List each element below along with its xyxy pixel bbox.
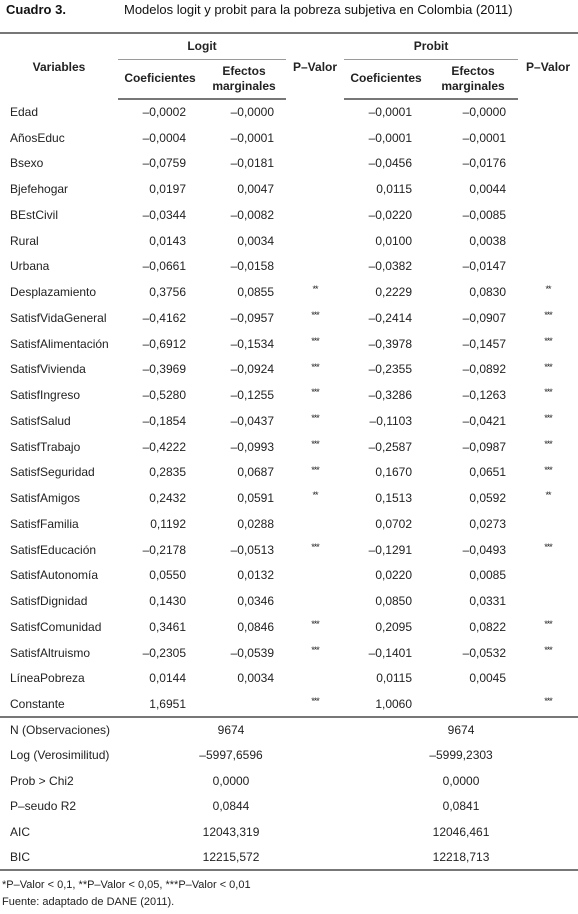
table-row bbox=[0, 460, 578, 486]
probit-coef: –0,0456 bbox=[368, 156, 413, 171]
probit-coef: 0,0115 bbox=[376, 671, 413, 686]
stat-label: N (Observaciones) bbox=[0, 717, 118, 743]
table-row bbox=[0, 305, 578, 331]
stat-logit-value: 12043,319 bbox=[202, 824, 260, 839]
logit-efecto: 0,0034 bbox=[237, 671, 275, 686]
logit-significance: *** bbox=[311, 413, 319, 423]
variable-name: SatisfTrabajo bbox=[10, 439, 81, 454]
stat-row bbox=[0, 717, 578, 743]
probit-efecto: –0,0892 bbox=[462, 362, 507, 377]
table-row bbox=[0, 99, 578, 125]
stat-row bbox=[0, 768, 578, 794]
probit-significance: *** bbox=[544, 335, 552, 346]
table-header bbox=[0, 33, 578, 99]
logit-significance bbox=[286, 563, 344, 589]
probit-efecto: –0,1457 bbox=[462, 336, 507, 351]
table-row bbox=[0, 331, 578, 357]
table-row bbox=[0, 151, 578, 177]
table-row bbox=[0, 485, 578, 511]
variable-name: Urbana bbox=[10, 259, 50, 274]
variable-name: Bsexo bbox=[10, 156, 44, 171]
variable-name: SatisfIngreso bbox=[10, 388, 81, 403]
logit-coef: –0,3969 bbox=[142, 362, 186, 377]
variable-name: SatisfAltruismo bbox=[10, 645, 91, 660]
stat-label: AIC bbox=[10, 824, 31, 839]
variable-name: SatisfVivienda bbox=[10, 362, 86, 377]
logit-coef: –0,2178 bbox=[142, 542, 186, 557]
logit-significance bbox=[286, 254, 344, 280]
probit-significance bbox=[518, 176, 578, 202]
probit-coef: –0,0001 bbox=[368, 105, 413, 120]
logit-efecto: –0,0513 bbox=[230, 542, 275, 557]
stat-logit-value: 0,0000 bbox=[212, 773, 250, 788]
header-probit-coef: Coeficientes bbox=[344, 59, 428, 99]
probit-coef: 1,0060 bbox=[375, 696, 413, 711]
probit-significance bbox=[518, 228, 578, 254]
probit-efecto: 0,0085 bbox=[469, 568, 507, 583]
probit-efecto: 0,0830 bbox=[469, 285, 507, 300]
table-row bbox=[0, 537, 578, 563]
probit-coef: –0,0382 bbox=[368, 259, 413, 274]
table-row bbox=[0, 563, 578, 589]
stat-logit-value: 0,0844 bbox=[212, 799, 250, 814]
source-note: Fuente: adaptado de DANE (2011). bbox=[2, 896, 175, 908]
logit-significance: *** bbox=[311, 464, 319, 475]
logit-coef: 0,3756 bbox=[149, 285, 186, 300]
logit-efecto: 0,0047 bbox=[237, 182, 275, 197]
logit-efecto: –0,0082 bbox=[230, 207, 275, 222]
header-logit-coef: Coeficientes bbox=[118, 59, 202, 99]
probit-significance bbox=[518, 666, 578, 692]
logit-significance: *** bbox=[311, 644, 319, 655]
stat-probit-value: –5999,2303 bbox=[429, 748, 493, 763]
logit-coef: 0,0197 bbox=[149, 182, 186, 197]
logit-coef: –0,5280 bbox=[142, 388, 186, 403]
variable-name: Edad bbox=[10, 104, 39, 119]
logit-efecto: 0,0855 bbox=[237, 285, 275, 300]
coefficients-body bbox=[0, 99, 578, 717]
probit-coef: –0,3286 bbox=[368, 388, 413, 403]
stat-probit-value: 0,0841 bbox=[442, 799, 480, 814]
table-row bbox=[0, 640, 578, 666]
stat-label: BIC bbox=[0, 845, 118, 871]
stat-row bbox=[0, 743, 578, 769]
stat-logit-value: –5997,6596 bbox=[199, 748, 263, 763]
table-row bbox=[0, 691, 578, 717]
table-caption bbox=[0, 0, 578, 26]
logit-coef: –0,6912 bbox=[142, 336, 186, 351]
logit-efecto: –0,0181 bbox=[230, 156, 275, 171]
probit-significance bbox=[518, 151, 578, 177]
logit-coef: 0,0550 bbox=[149, 568, 186, 583]
variable-name: SatisfSalud bbox=[10, 413, 71, 428]
table-notes bbox=[2, 877, 251, 911]
probit-significance bbox=[518, 125, 578, 151]
stat-probit-value: 0,0000 bbox=[442, 773, 480, 788]
table-row bbox=[0, 408, 578, 434]
probit-significance: *** bbox=[544, 387, 552, 398]
table-row bbox=[0, 357, 578, 383]
logit-efecto: –0,0993 bbox=[230, 439, 275, 454]
table-row bbox=[0, 588, 578, 614]
probit-coef: –0,0001 bbox=[368, 130, 413, 145]
table-row bbox=[0, 202, 578, 228]
probit-significance bbox=[518, 511, 578, 537]
stat-row bbox=[0, 819, 578, 845]
logit-efecto: –0,0957 bbox=[230, 310, 275, 325]
logit-significance bbox=[286, 125, 344, 151]
probit-significance bbox=[518, 99, 578, 125]
probit-coef: 0,0850 bbox=[375, 594, 413, 609]
logit-efecto: 0,0846 bbox=[237, 619, 275, 634]
stat-label: P–seudo R2 bbox=[10, 799, 77, 814]
logit-coef: –0,2305 bbox=[142, 645, 186, 660]
logit-significance: *** bbox=[311, 696, 319, 707]
logit-coef: 0,0143 bbox=[149, 233, 186, 248]
logit-significance bbox=[286, 666, 344, 692]
probit-efecto: 0,0822 bbox=[469, 619, 507, 634]
table-row bbox=[0, 434, 578, 460]
probit-efecto: –0,0907 bbox=[462, 310, 507, 325]
header-probit-efectos: Efectos marginales bbox=[428, 59, 518, 99]
logit-significance bbox=[286, 588, 344, 614]
probit-efecto: 0,0273 bbox=[469, 516, 507, 531]
probit-coef: 0,2095 bbox=[375, 619, 413, 634]
probit-significance bbox=[518, 588, 578, 614]
stat-probit-value: 12046,461 bbox=[432, 824, 490, 839]
probit-coef: –0,2355 bbox=[368, 362, 413, 377]
logit-significance: ** bbox=[312, 490, 318, 501]
caption-label: Cuadro 3. bbox=[6, 2, 66, 17]
probit-efecto: 0,0044 bbox=[469, 182, 507, 197]
variable-name: Desplazamiento bbox=[10, 285, 97, 300]
probit-efecto: –0,0147 bbox=[462, 259, 507, 274]
stat-logit-value: 9674 bbox=[118, 717, 344, 743]
variable-name: AñosEduc bbox=[10, 130, 65, 145]
logit-significance: *** bbox=[311, 335, 319, 346]
logit-significance: *** bbox=[311, 310, 319, 320]
probit-efecto: –0,0001 bbox=[462, 130, 507, 145]
logit-significance bbox=[286, 99, 344, 125]
logit-coef: 1,6951 bbox=[149, 696, 186, 711]
logit-efecto: 0,0132 bbox=[237, 568, 275, 583]
logit-efecto: –0,1534 bbox=[230, 336, 275, 351]
variable-name: SatisfFamilia bbox=[10, 516, 79, 531]
probit-significance: *** bbox=[544, 696, 552, 707]
probit-efecto: –0,1263 bbox=[462, 388, 507, 403]
logit-coef: –0,0004 bbox=[142, 130, 186, 145]
logit-coef: 0,2835 bbox=[149, 465, 186, 480]
probit-coef: 0,2229 bbox=[375, 285, 413, 300]
probit-efecto: 0,0045 bbox=[469, 671, 507, 686]
probit-significance: *** bbox=[544, 644, 552, 655]
probit-efecto: –0,0421 bbox=[462, 413, 507, 428]
probit-efecto: –0,0532 bbox=[462, 645, 507, 660]
variable-name: SatisfEducación bbox=[10, 542, 97, 557]
probit-coef: 0,0702 bbox=[375, 516, 413, 531]
variable-name: SatisfAlimentación bbox=[10, 336, 109, 351]
probit-coef: –0,1401 bbox=[368, 645, 413, 660]
variable-name: BEstCivil bbox=[10, 207, 59, 222]
logit-coef: –0,0002 bbox=[142, 105, 186, 120]
variable-name: SatisfVidaGeneral bbox=[10, 310, 107, 325]
probit-significance: *** bbox=[544, 310, 552, 320]
header-logit-pvalor: P–Valor bbox=[286, 33, 344, 99]
probit-coef: –0,1291 bbox=[368, 542, 413, 557]
logit-significance bbox=[286, 202, 344, 228]
probit-efecto: 0,0331 bbox=[469, 594, 507, 609]
logit-efecto: 0,0687 bbox=[237, 465, 275, 480]
logit-significance: *** bbox=[311, 541, 319, 552]
variable-name: SatisfComunidad bbox=[10, 619, 102, 634]
logit-significance: *** bbox=[311, 361, 319, 372]
probit-coef: 0,0220 bbox=[375, 568, 413, 583]
logit-efecto: –0,0437 bbox=[230, 413, 275, 428]
probit-significance: *** bbox=[544, 619, 552, 629]
logit-coef: –0,0661 bbox=[142, 259, 186, 274]
logit-significance: *** bbox=[311, 619, 319, 629]
stat-label: Prob > Chi2 bbox=[10, 773, 74, 788]
logit-significance bbox=[286, 228, 344, 254]
variable-name: SatisfAmigos bbox=[10, 491, 81, 506]
caption-title: Modelos logit y probit para la pobreza subjetiva en Colombia (2011) bbox=[124, 2, 513, 17]
probit-coef: –0,0220 bbox=[368, 207, 413, 222]
probit-significance: ** bbox=[545, 284, 551, 295]
probit-coef: 0,1513 bbox=[375, 491, 413, 506]
logit-coef: –0,4162 bbox=[142, 310, 186, 325]
logit-coef: 0,1192 bbox=[150, 516, 186, 531]
probit-efecto: –0,0987 bbox=[462, 439, 507, 454]
regression-table bbox=[0, 32, 578, 871]
logit-coef: –0,4222 bbox=[142, 439, 186, 454]
probit-coef: 0,1670 bbox=[375, 465, 413, 480]
header-probit-pvalor: P–Valor bbox=[518, 33, 578, 99]
header-variables: Variables bbox=[0, 33, 118, 99]
variable-name: Bjefehogar bbox=[10, 182, 69, 197]
probit-coef: –0,2414 bbox=[368, 310, 413, 325]
logit-significance: *** bbox=[311, 438, 319, 449]
logit-efecto: –0,0000 bbox=[230, 105, 275, 120]
logit-coef: 0,2432 bbox=[149, 491, 186, 506]
statistics-body bbox=[0, 717, 578, 870]
logit-efecto: –0,0158 bbox=[230, 259, 275, 274]
logit-coef: –0,1854 bbox=[142, 413, 186, 428]
logit-efecto: 0,0034 bbox=[237, 233, 275, 248]
stat-label: Log (Verosimilitud) bbox=[10, 748, 110, 763]
table-row bbox=[0, 614, 578, 640]
logit-significance: ** bbox=[312, 284, 318, 295]
probit-coef: 0,0100 bbox=[375, 233, 413, 248]
probit-significance bbox=[518, 202, 578, 228]
probit-efecto: –0,0176 bbox=[462, 156, 507, 171]
logit-coef: 0,3461 bbox=[149, 619, 186, 634]
probit-efecto: –0,0000 bbox=[462, 105, 507, 120]
variable-name: Rural bbox=[10, 233, 39, 248]
table-row bbox=[0, 254, 578, 280]
stat-row bbox=[0, 794, 578, 820]
logit-significance bbox=[286, 511, 344, 537]
probit-coef: –0,2587 bbox=[368, 439, 413, 454]
probit-efecto: 0,0651 bbox=[469, 465, 507, 480]
probit-coef: –0,1103 bbox=[369, 413, 413, 428]
probit-coef: 0,0115 bbox=[376, 182, 413, 197]
logit-coef: 0,0144 bbox=[149, 671, 186, 686]
table-row bbox=[0, 228, 578, 254]
probit-efecto bbox=[428, 691, 518, 717]
logit-efecto: –0,0539 bbox=[230, 645, 275, 660]
logit-efecto: 0,0288 bbox=[237, 516, 275, 531]
variable-name: LíneaPobreza bbox=[10, 671, 85, 686]
probit-significance: ** bbox=[545, 490, 551, 501]
header-logit: Logit bbox=[118, 33, 286, 59]
probit-efecto: 0,0592 bbox=[469, 491, 507, 506]
table-row bbox=[0, 666, 578, 692]
stat-row bbox=[0, 845, 578, 871]
table-row bbox=[0, 382, 578, 408]
probit-significance bbox=[518, 563, 578, 589]
table-row bbox=[0, 125, 578, 151]
probit-significance: *** bbox=[544, 413, 552, 423]
probit-significance: *** bbox=[544, 541, 552, 552]
logit-significance bbox=[286, 151, 344, 177]
probit-efecto: 0,0038 bbox=[469, 233, 507, 248]
logit-efecto: –0,0924 bbox=[230, 362, 275, 377]
probit-efecto: –0,0085 bbox=[462, 207, 507, 222]
variable-name: SatisfDignidad bbox=[10, 594, 88, 609]
logit-efecto: –0,1255 bbox=[230, 388, 275, 403]
table-row bbox=[0, 176, 578, 202]
variable-name: SatisfSeguridad bbox=[10, 465, 95, 480]
header-probit: Probit bbox=[344, 33, 518, 59]
logit-significance: *** bbox=[311, 387, 319, 398]
probit-significance: *** bbox=[544, 361, 552, 372]
significance-note: *P–Valor < 0,1, **P–Valor < 0,05, ***P–Valor < 0,01 bbox=[2, 879, 251, 891]
stat-probit-value: 9674 bbox=[344, 717, 578, 743]
stat-probit-value: 12218,713 bbox=[344, 845, 578, 871]
logit-coef: –0,0759 bbox=[142, 156, 186, 171]
table-row bbox=[0, 511, 578, 537]
probit-significance: *** bbox=[544, 464, 552, 475]
logit-significance bbox=[286, 176, 344, 202]
variable-name: Constante bbox=[10, 696, 65, 711]
logit-efecto: –0,0001 bbox=[230, 130, 275, 145]
logit-efecto bbox=[202, 691, 286, 717]
table-row bbox=[0, 279, 578, 305]
logit-efecto: 0,0591 bbox=[237, 491, 275, 506]
variable-name: SatisfAutonomía bbox=[10, 568, 99, 583]
logit-coef: –0,0344 bbox=[142, 207, 186, 222]
header-logit-efectos: Efectos marginales bbox=[202, 59, 286, 99]
logit-coef: 0,1430 bbox=[149, 594, 186, 609]
logit-efecto: 0,0346 bbox=[237, 594, 275, 609]
probit-efecto: –0,0493 bbox=[462, 542, 507, 557]
probit-significance bbox=[518, 254, 578, 280]
probit-significance: *** bbox=[544, 438, 552, 449]
stat-logit-value: 12215,572 bbox=[118, 845, 344, 871]
probit-coef: –0,3978 bbox=[368, 336, 413, 351]
